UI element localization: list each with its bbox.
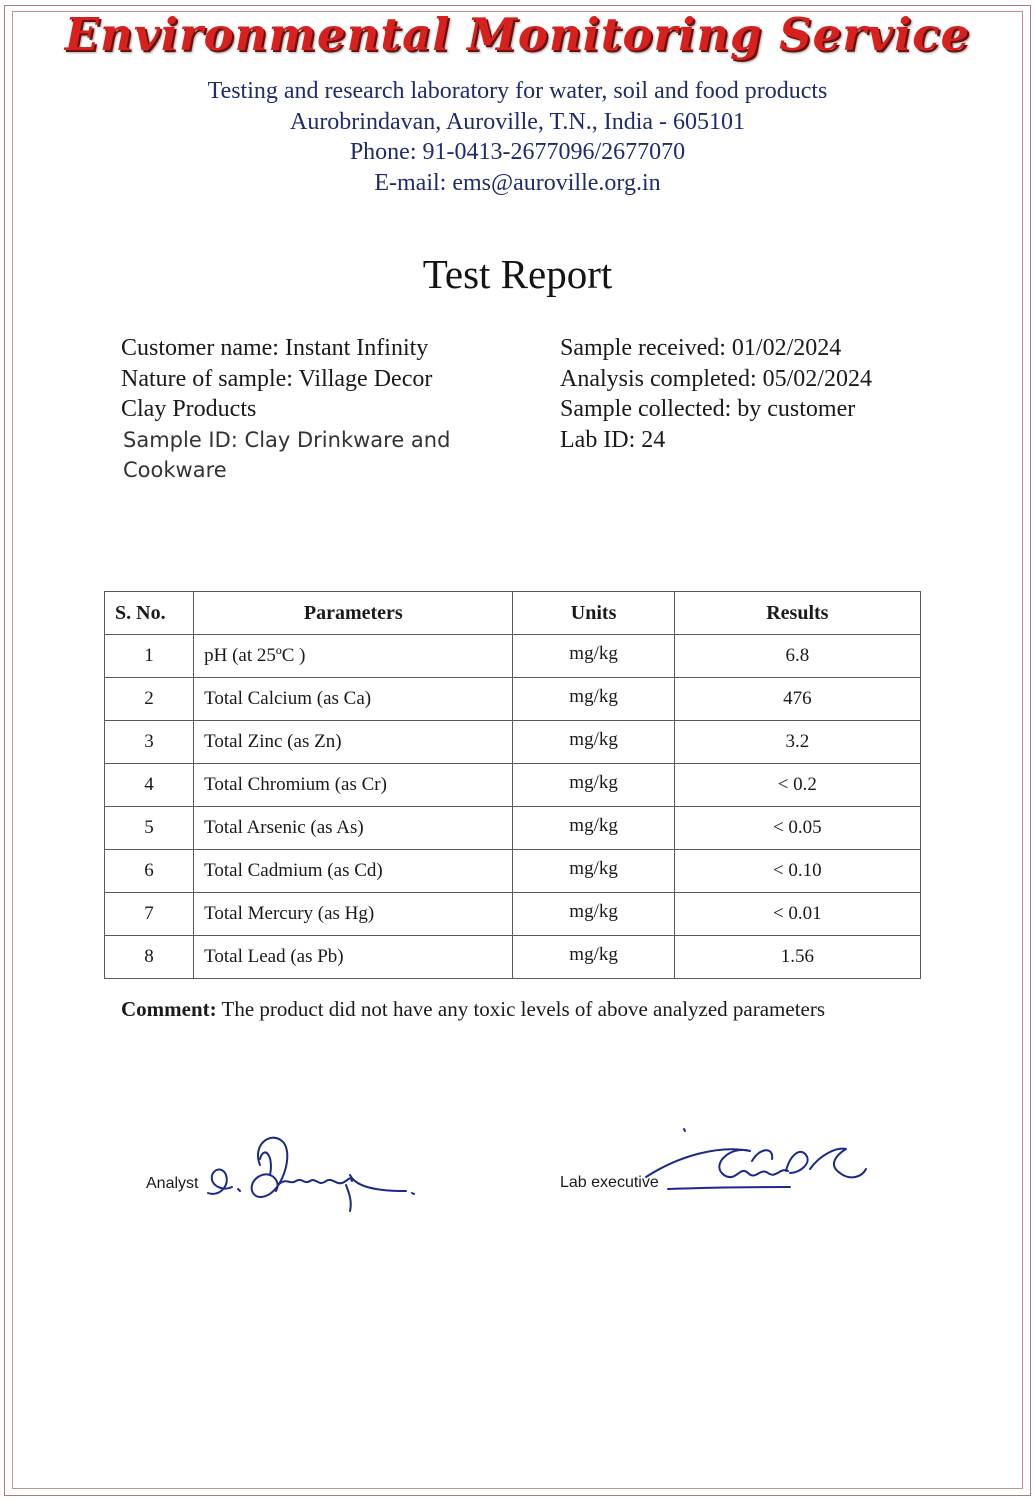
header-units: Units <box>513 592 674 635</box>
table-row <box>105 936 921 979</box>
cell-result: < 0.05 <box>674 807 920 850</box>
lab-executive-signature <box>640 1125 880 1205</box>
analyst-label: Analyst <box>146 1175 199 1192</box>
sample-nature-line2: Clay Products <box>121 396 257 422</box>
lab-phone: Phone: 91-0413-2677096/2677070 <box>349 139 686 165</box>
sample-collected: Sample collected: by customer <box>560 396 856 422</box>
cell-serial: 6 <box>105 850 194 893</box>
cell-result: 6.8 <box>674 635 920 678</box>
table-header-row <box>105 592 921 635</box>
sample-id-line1: Sample ID: Clay Drinkware and <box>123 427 451 452</box>
header-serial-number: S. No. <box>105 592 194 635</box>
cell-parameter: Total Zinc (as Zn) <box>194 721 513 764</box>
cell-result: 3.2 <box>674 721 920 764</box>
cell-serial: 4 <box>105 764 194 807</box>
cell-parameter: Total Arsenic (as As) <box>194 807 513 850</box>
cell-serial: 5 <box>105 807 194 850</box>
cell-parameter: Total Lead (as Pb) <box>194 936 513 979</box>
sample-id-line2: Cookware <box>123 458 227 482</box>
sample-nature-line1: Nature of sample: Village Decor <box>121 365 433 392</box>
table-row <box>105 764 921 807</box>
table-row <box>105 807 921 850</box>
lab-header-info <box>0 76 1035 198</box>
cell-unit: mg/kg <box>513 936 674 979</box>
cell-parameter: Total Cadmium (as Cd) <box>194 850 513 893</box>
comment-label: Comment: <box>121 997 217 1021</box>
cell-serial: 3 <box>105 721 194 764</box>
table-row <box>105 678 921 721</box>
sample-received: Sample received: 01/02/2024 <box>560 335 842 361</box>
cell-parameter: Total Mercury (as Hg) <box>194 893 513 936</box>
cell-serial: 7 <box>105 893 194 936</box>
cell-parameter: Total Chromium (as Cr) <box>194 764 513 807</box>
header-results: Results <box>674 592 920 635</box>
analysis-completed: Analysis completed: 05/02/2024 <box>560 365 872 392</box>
cell-serial: 2 <box>105 678 194 721</box>
lab-id: Lab ID: 24 <box>560 426 666 453</box>
results-table <box>104 591 921 979</box>
cell-unit: mg/kg <box>513 721 674 764</box>
sample-info-right <box>560 333 980 455</box>
table-row <box>105 850 921 893</box>
cell-unit: mg/kg <box>513 893 674 936</box>
customer-name: Customer name: Instant Infinity <box>121 335 429 361</box>
cell-unit: mg/kg <box>513 764 674 807</box>
cell-parameter: Total Calcium (as Ca) <box>194 678 513 721</box>
lab-address: Aurobrindavan, Auroville, T.N., India - 605101 <box>289 108 746 135</box>
table-row <box>105 635 921 678</box>
cell-unit: mg/kg <box>513 678 674 721</box>
report-comment <box>121 997 825 1022</box>
table-row <box>105 893 921 936</box>
cell-result: < 0.10 <box>674 850 920 893</box>
lab-brand-logo: Environmental Monitoring Service <box>64 8 971 61</box>
lab-tagline: Testing and research laboratory for water, soil and food products <box>207 78 828 104</box>
cell-unit: mg/kg <box>513 850 674 893</box>
report-title: Test Report <box>422 251 613 297</box>
table-row <box>105 721 921 764</box>
analyst-signature <box>200 1125 420 1220</box>
cell-result: 476 <box>674 678 920 721</box>
comment-text: The product did not have any toxic levels of above analyzed parameters <box>216 997 826 1021</box>
cell-result: 1.56 <box>674 936 920 979</box>
cell-serial: 1 <box>105 635 194 678</box>
cell-parameter: pH (at 25ºC ) <box>194 635 513 678</box>
cell-serial: 8 <box>105 936 194 979</box>
lab-email: E-mail: ems@auroville.org.in <box>374 169 661 196</box>
lab-executive-label: Lab executive <box>560 1174 659 1191</box>
cell-unit: mg/kg <box>513 807 674 850</box>
sample-info-left <box>121 333 521 486</box>
header-parameters: Parameters <box>194 592 513 635</box>
cell-unit: mg/kg <box>513 635 674 678</box>
cell-result: < 0.2 <box>674 764 920 807</box>
cell-result: < 0.01 <box>674 893 920 936</box>
